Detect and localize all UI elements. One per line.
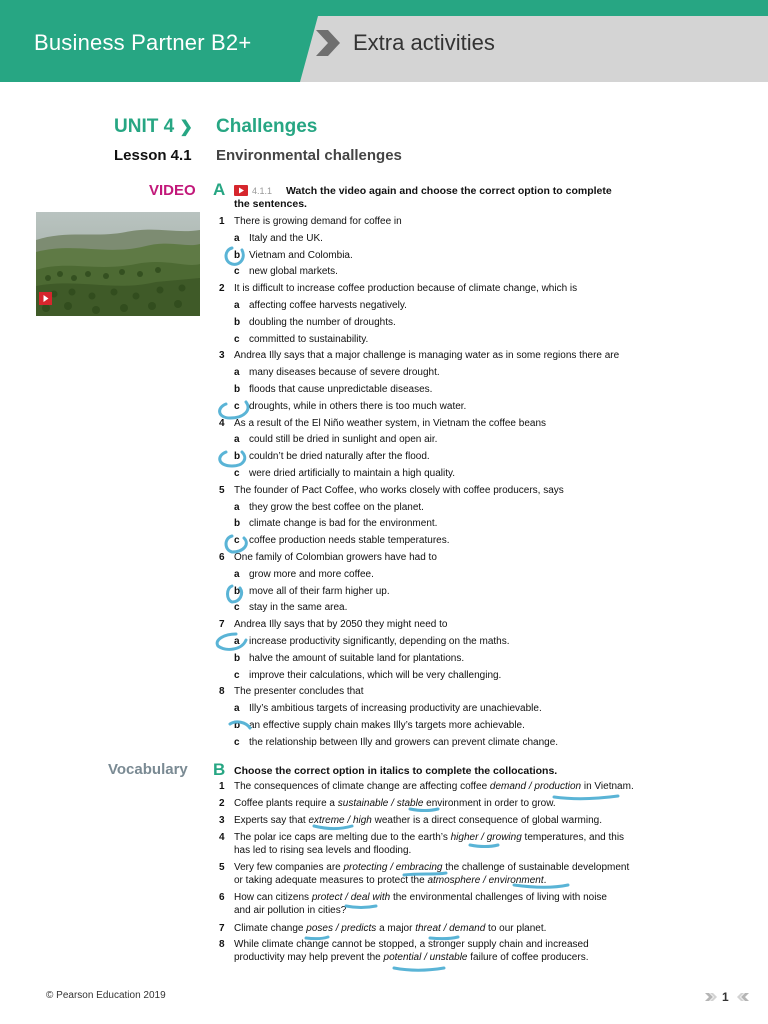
collocation-choice[interactable]: higher / growing (450, 832, 522, 843)
option-letter[interactable]: b (234, 384, 241, 395)
sentence-fragment: in Vietnam. (581, 781, 634, 792)
collocation-choice[interactable]: potential / unstable (383, 952, 468, 963)
coffee-hills-image (36, 212, 200, 316)
option-letter[interactable]: c (234, 468, 240, 479)
question-stem: The founder of Pact Coffee, who works closely with coffee producers, says (234, 484, 564, 496)
vocab-item-line (234, 923, 546, 935)
vocab-item-line (234, 875, 546, 887)
option-letter[interactable]: b (234, 316, 241, 328)
vocab-item-line (234, 781, 634, 793)
option-text[interactable]: new global markets. (249, 266, 338, 278)
sentence-fragment: the challenge of sustainable development (442, 862, 630, 873)
lesson-title: Environmental challenges (216, 147, 402, 164)
vocab-item-line (234, 939, 589, 951)
sentence-fragment: Coffee plants require a (234, 798, 338, 809)
vocab-section-label: Vocabulary (108, 761, 188, 778)
sentence-fragment: productivity may help prevent the (234, 952, 384, 963)
sentence-fragment: has led to rising sea levels and flooding. (234, 845, 412, 856)
option-text[interactable]: move all of their farm higher up. (249, 585, 390, 597)
option-text[interactable]: stay in the same area. (249, 602, 348, 614)
option-text[interactable]: were dried artificially to maintain a high quality. (249, 468, 456, 479)
sentence-fragment: . (543, 875, 547, 886)
sentence-fragment: The polar ice caps are melting due to the earth’s (234, 832, 451, 843)
option-letter[interactable]: c (234, 602, 240, 614)
option-text[interactable]: the relationship between Illy and growers can prevent climate change. (249, 736, 559, 748)
vocab-item-number: 1 (219, 781, 225, 792)
vocab-item-number: 6 (219, 892, 225, 903)
collocation-choice[interactable]: sustainable / stable (337, 798, 424, 809)
question-number: 6 (219, 552, 225, 563)
video-thumbnail[interactable] (36, 212, 200, 316)
sentence-fragment: a major (376, 923, 416, 934)
copyright: © Pearson Education 2019 (46, 990, 166, 1001)
option-letter[interactable]: a (234, 501, 240, 513)
option-text[interactable]: committed to sustainability. (249, 333, 369, 345)
collocation-choice[interactable]: extreme / high (308, 815, 372, 826)
collocation-choice[interactable]: protecting / embracing (343, 862, 443, 873)
option-text[interactable]: droughts, while in others there is too much water. (249, 400, 467, 412)
option-letter[interactable]: c (234, 669, 240, 681)
option-text[interactable]: Illy’s ambitious targets of increasing productivity are unachievable. (249, 703, 542, 715)
vocab-section-letter: B (213, 760, 226, 779)
vocab-item-number: 4 (219, 832, 225, 843)
option-text[interactable]: halve the amount of suitable land for plantations. (249, 652, 465, 664)
option-letter[interactable]: a (234, 434, 240, 446)
sentence-fragment: and air pollution in cities? (234, 905, 347, 916)
vocab-item-line (234, 952, 588, 964)
option-letter[interactable]: c (234, 266, 240, 278)
vocab-item-number: 3 (219, 815, 225, 826)
option-text[interactable]: improve their calculations, which will be very challenging. (249, 669, 502, 681)
option-letter[interactable]: b (234, 451, 241, 463)
unit-title: Challenges (216, 116, 318, 137)
option-letter[interactable]: b (234, 585, 241, 597)
question-stem: One family of Colombian growers have had to (234, 552, 437, 563)
vocab-item-line (234, 892, 607, 904)
option-letter[interactable]: a (234, 636, 240, 647)
video-section-label: VIDEO (149, 182, 196, 199)
vocab-item-number: 5 (219, 862, 225, 873)
vocab-item-line (234, 845, 411, 857)
sentence-fragment: weather is a direct consequence of global warming. (371, 815, 602, 826)
question-number: 8 (219, 686, 225, 698)
unit-label: UNIT 4 ❯ (114, 116, 193, 137)
collocation-choice[interactable]: poses / predicts (306, 923, 377, 934)
sentence-fragment: Very few companies are (234, 862, 344, 873)
question-number: 5 (219, 484, 225, 496)
video-instruction-line1: Watch the video again and choose the correct option to complete (286, 185, 612, 197)
option-letter[interactable]: b (234, 249, 241, 261)
vocab-item-number: 2 (219, 798, 225, 809)
section-title: Extra activities (353, 30, 495, 55)
sentence-fragment: Experts say that (234, 815, 309, 826)
sentence-fragment: How can citizens (234, 892, 312, 903)
option-letter[interactable]: c (234, 535, 240, 547)
sentence-fragment: Climate change (234, 923, 307, 934)
vocab-item-line (234, 798, 556, 810)
option-letter[interactable]: b (234, 518, 241, 530)
option-text[interactable]: floods that cause unpredictable diseases. (249, 384, 433, 395)
question-number: 3 (219, 350, 225, 362)
question-stem: There is growing demand for coffee in (234, 216, 402, 227)
video-play-icon[interactable] (234, 185, 248, 196)
option-text[interactable]: Italy and the UK. (249, 232, 323, 244)
vocab-item-line (234, 905, 346, 917)
lesson-label: Lesson 4.1 (114, 147, 192, 164)
sentence-fragment: to our planet. (485, 923, 547, 934)
option-text[interactable]: many diseases because of severe drought. (249, 367, 440, 379)
sentence-fragment: While climate change cannot be stopped, a stronger supply chain and increased (234, 939, 589, 950)
question-number: 4 (219, 417, 225, 429)
sentence-fragment: The consequences of climate change are affecting coffee (234, 781, 490, 792)
option-letter[interactable]: a (234, 232, 240, 244)
video-instruction-line2: the sentences. (234, 198, 307, 210)
question-stem: The presenter concludes that (234, 686, 364, 698)
option-letter[interactable]: b (234, 720, 241, 731)
option-letter[interactable]: b (234, 652, 241, 664)
prev-page-icon[interactable] (736, 992, 750, 1002)
question-number: 2 (219, 283, 225, 295)
video-section-letter: A (213, 180, 226, 199)
collocation-choice[interactable]: protect / deal with (311, 892, 391, 903)
sentence-fragment: environment in order to grow. (423, 798, 556, 809)
vocab-item-number: 8 (219, 939, 225, 950)
option-text[interactable]: doubling the number of droughts. (249, 316, 396, 328)
option-text[interactable]: they grow the best coffee on the planet. (249, 501, 424, 513)
option-text[interactable]: grow more and more coffee. (249, 568, 374, 580)
question-stem: Andrea Illy says that a major challenge is managing water as in some regions there are (234, 350, 620, 362)
question-stem: As a result of the El Niño weather system, in Vietnam the coffee beans (234, 417, 547, 429)
product-title: Business Partner B2+ (34, 30, 252, 55)
vocab-item-number: 7 (219, 923, 225, 934)
option-text[interactable]: couldn’t be dried naturally after the flood. (249, 451, 430, 463)
option-text[interactable]: affecting coffee harvests negatively. (249, 300, 407, 311)
sentence-fragment: temperatures, and this (521, 832, 625, 843)
option-letter[interactable]: a (234, 300, 240, 311)
vocab-item-line (234, 832, 624, 844)
option-text[interactable]: an effective supply chain makes Illy’s targets more achievable. (249, 720, 525, 731)
page-number: 1 (722, 990, 729, 1004)
question-number: 7 (219, 619, 225, 631)
vocab-instruction: Choose the correct option in italics to complete the collocations. (234, 765, 558, 777)
option-letter[interactable]: a (234, 367, 240, 379)
collocation-choice[interactable]: atmosphere / environment (427, 875, 544, 886)
question-number: 1 (219, 216, 225, 227)
option-text[interactable]: coffee production needs stable temperatures. (249, 535, 450, 547)
option-letter[interactable]: c (234, 400, 240, 412)
header-top-strip (0, 0, 768, 16)
option-letter[interactable]: c (234, 333, 240, 345)
vocab-item-line (234, 815, 602, 827)
option-text[interactable]: Vietnam and Colombia. (249, 249, 353, 261)
option-text[interactable]: could still be dried in sunlight and open air. (249, 434, 438, 446)
question-stem: Andrea Illy says that by 2050 they might need to (234, 619, 448, 631)
question-stem: It is difficult to increase coffee production because of climate change, which is (234, 283, 578, 295)
option-text[interactable]: climate change is bad for the environment. (249, 518, 438, 530)
option-text[interactable]: increase productivity significantly, depending on the maths. (249, 636, 510, 647)
play-icon[interactable] (39, 292, 52, 305)
collocation-choice[interactable]: demand / production (489, 781, 582, 792)
sentence-fragment: failure of coffee producers. (467, 952, 589, 963)
video-code: 4.1.1 (252, 186, 273, 196)
option-letter[interactable]: a (234, 568, 240, 580)
vocab-item-line (234, 862, 629, 874)
sentence-fragment: or taking adequate measures to protect the (234, 875, 428, 886)
option-letter[interactable]: c (234, 736, 240, 748)
next-page-icon[interactable] (704, 992, 718, 1002)
sentence-fragment: the environmental challenges of living with noise (390, 892, 607, 903)
option-letter[interactable]: a (234, 703, 240, 715)
chevron-right-icon (312, 26, 346, 60)
collocation-choice[interactable]: threat / demand (415, 923, 486, 934)
